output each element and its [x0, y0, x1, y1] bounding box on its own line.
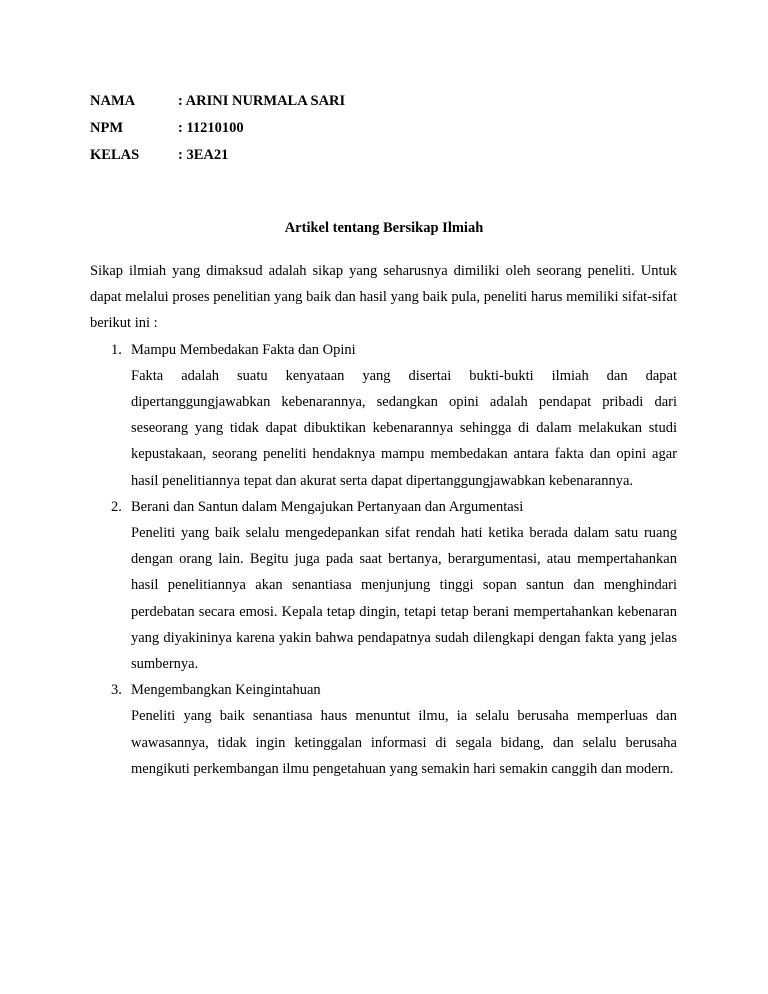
list-item-number: 2.	[111, 498, 122, 515]
npm-value: : 11210100	[178, 120, 244, 136]
student-identity	[90, 88, 345, 169]
class-label: KELAS	[90, 147, 140, 163]
list-item-heading: Mengembangkan Keingintahuan	[131, 682, 321, 699]
list-item-number: 3.	[111, 682, 122, 699]
list-item-text: Peneliti yang baik senantiasa haus menuntut ilmu, ia selalu berusaha memperluas dan wawasannya, tidak ingin ketinggalan informasi di segala bidang, dan selalu berusaha mengikuti perkembangan ilmu pengetahuan yang semakin hari semakin canggih dan modern.	[131, 708, 677, 777]
article-title: Artikel tentang Bersikap Ilmiah	[284, 220, 484, 236]
list-item-heading: Berani dan Santun dalam Mengajukan Pertanyaan dan Argumentasi	[131, 498, 524, 515]
npm-row	[90, 115, 345, 142]
list-item	[90, 337, 677, 494]
name-value: : ARINI NURMALA SARI	[178, 93, 346, 109]
article-body	[90, 258, 677, 782]
intro-paragraph: Sikap ilmiah yang dimaksud adalah sikap yang seharusnya dimiliki oleh seorang peneliti. Untuk dapat melalui proses penelitian yang baik dan hasil yang baik pula, peneliti harus memiliki sifat-sifat berikut ini :	[90, 263, 677, 332]
list-item-heading: Mampu Membedakan Fakta dan Opini	[131, 341, 356, 358]
list-item-number: 1.	[111, 341, 122, 358]
class-row	[90, 142, 345, 169]
attitude-list	[90, 337, 677, 782]
list-item-text: Fakta adalah suatu kenyataan yang disertai bukti-bukti ilmiah dan dapat dipertanggungjawabkan kebenarannya, sedangkan opini adalah pendapat pribadi dari seseorang yang tidak dapat dibuktikan kebenarannya sehingga di dalam melakukan studi kepustakaan, seorang peneliti hendaknya mampu membedakan antara fakta dan opini agar hasil penelitiannya tepat dan akurat serta dapat dipertanggungjawabkan kebenarannya.	[131, 367, 677, 489]
name-label: NAMA	[90, 93, 136, 109]
class-value: : 3EA21	[178, 147, 229, 163]
list-item-text: Peneliti yang baik selalu mengedepankan sifat rendah hati ketika berada dalam satu ruang dengan orang lain. Begitu juga pada saat bertanya, berargumentasi, atau mempertahankan hasil penelitiannya akan senantiasa menjunjung tinggi sopan santun dan menghindari perdebatan secara emosi. Kepala tetap dingin, tetapi tetap berani mempertahankan kebenaran yang diyakininya karena yakin bahwa pendapatnya sudah dilengkapi dengan fakta yang jelas sumbernya.	[131, 525, 677, 673]
npm-label: NPM	[90, 120, 124, 136]
list-item	[90, 494, 677, 677]
name-row	[90, 88, 345, 115]
list-item	[90, 677, 677, 782]
